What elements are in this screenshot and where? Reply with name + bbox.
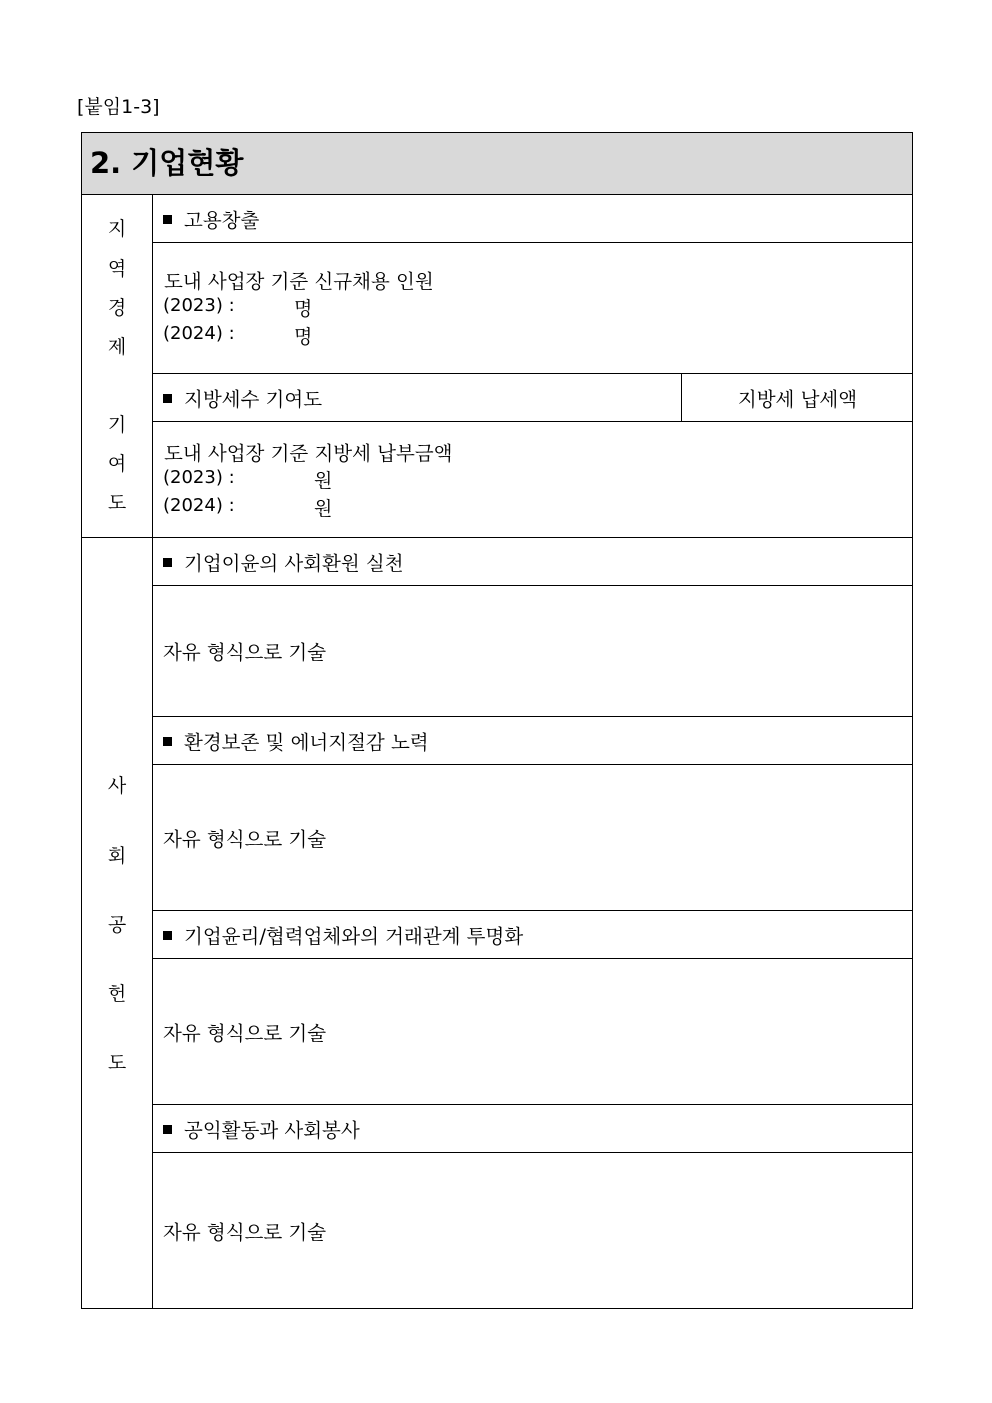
- section-heading-public-service: 공익활동과 사회봉사: [163, 1115, 360, 1143]
- bullet-square-icon: [163, 931, 172, 940]
- side-label-char: 도: [107, 1052, 127, 1074]
- attachment-label: [붙임1-3]: [77, 96, 160, 118]
- bullet-square-icon: [163, 215, 172, 224]
- bullet-square-icon: [163, 394, 172, 403]
- section-heading-employment: 고용창출: [163, 205, 259, 233]
- tax-year: (2024) :: [163, 495, 235, 516]
- tax-unit: 원: [314, 498, 333, 520]
- tax-amount-header: 지방세 납세액: [737, 388, 858, 411]
- section-heading-environment: 환경보존 및 에너지절감 노력: [163, 727, 429, 755]
- side-label-char: 제: [107, 336, 127, 358]
- side-label-char: 경: [107, 297, 127, 319]
- employment-unit: 명: [294, 326, 313, 348]
- divider: [152, 242, 913, 243]
- free-text-placeholder[interactable]: 자유 형식으로 기술: [163, 641, 327, 664]
- bullet-square-icon: [163, 737, 172, 746]
- employment-unit: 명: [294, 298, 313, 320]
- free-text-placeholder[interactable]: 자유 형식으로 기술: [163, 1022, 327, 1045]
- bullet-square-icon: [163, 1125, 172, 1134]
- free-text-placeholder[interactable]: 자유 형식으로 기술: [163, 828, 327, 851]
- employment-year: (2024) :: [163, 323, 235, 344]
- divider: [152, 585, 913, 586]
- employment-description: 도내 사업장 기준 신규채용 인원: [164, 270, 434, 293]
- side-label-char: 기: [107, 414, 127, 436]
- employment-year: (2023) :: [163, 295, 235, 316]
- side-label-char: 지: [107, 218, 127, 240]
- side-label-char: 역: [107, 258, 127, 280]
- divider: [81, 194, 913, 195]
- tax-year: (2023) :: [163, 467, 235, 488]
- side-label-char: 도: [107, 492, 127, 514]
- divider: [152, 958, 913, 959]
- side-label-char: 여: [107, 453, 127, 475]
- table-title: 2. 기업현황: [82, 133, 912, 194]
- divider: [81, 537, 913, 538]
- divider: [152, 1152, 913, 1153]
- divider: [152, 373, 913, 374]
- section-heading-profit-return: 기업이윤의 사회환원 실천: [163, 548, 404, 576]
- tax-unit: 원: [314, 470, 333, 492]
- side-label-char: 사: [107, 775, 127, 797]
- divider: [152, 910, 913, 911]
- bullet-square-icon: [163, 558, 172, 567]
- free-text-placeholder[interactable]: 자유 형식으로 기술: [163, 1221, 327, 1244]
- section-heading-ethics: 기업윤리/협력업체와의 거래관계 투명화: [163, 921, 523, 949]
- divider: [152, 421, 913, 422]
- side-label-char: 회: [107, 845, 127, 867]
- divider: [152, 716, 913, 717]
- side-label-char: 헌: [107, 983, 127, 1005]
- side-label-char: 공: [107, 914, 127, 936]
- section-heading-tax: 지방세수 기여도: [163, 384, 322, 412]
- column-divider: [152, 194, 153, 1309]
- divider: [152, 764, 913, 765]
- tax-description: 도내 사업장 기준 지방세 납부금액: [164, 442, 453, 465]
- divider: [152, 1104, 913, 1105]
